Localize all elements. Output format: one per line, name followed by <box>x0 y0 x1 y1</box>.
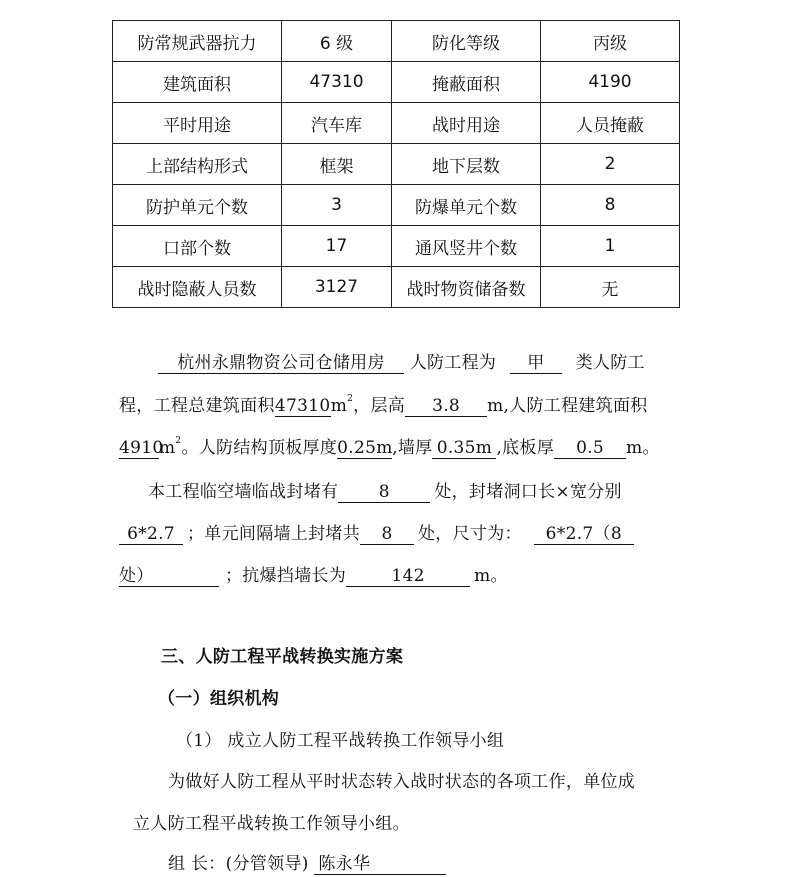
field-value: 47310 <box>282 62 392 103</box>
field-value: 汽车库 <box>282 103 392 144</box>
field-value: 3127 <box>282 267 392 308</box>
table-row <box>113 226 680 267</box>
project-name: 杭州永鼎物资公司仓储用房 <box>158 353 404 374</box>
roof-thickness: 0.25m <box>337 438 393 458</box>
field-label: 掩蔽面积 <box>392 62 541 103</box>
defense-class: 甲 <box>510 353 562 374</box>
para1-line1 <box>158 352 645 374</box>
project-info-table <box>112 20 680 308</box>
field-value: 17 <box>282 226 392 267</box>
field-label: 平时用途 <box>113 103 282 144</box>
text: ；单元间隔墙上封堵共 <box>187 524 360 544</box>
leader-name: 陈永华 <box>314 854 446 875</box>
item-1: （1） 成立人防工程平战转换工作领导小组 <box>176 731 505 751</box>
field-label: 防护单元个数 <box>113 185 282 226</box>
field-value: 丙级 <box>541 21 680 62</box>
field-value: 1 <box>541 226 680 267</box>
text: ,墙厚 <box>392 438 433 458</box>
field-label: 防爆单元个数 <box>392 185 541 226</box>
seal-count: 8 <box>338 482 430 503</box>
text: ，层高 <box>353 396 406 416</box>
blast-wall-length: 142 <box>346 566 470 587</box>
field-label: 上部结构形式 <box>113 144 282 185</box>
field-label: 建筑面积 <box>113 62 282 103</box>
field-value: 无 <box>541 267 680 308</box>
field-label: 口部个数 <box>113 226 282 267</box>
seal-size: 6*2.7 <box>119 524 183 545</box>
field-label: 防常规武器抗力 <box>113 21 282 62</box>
text: m <box>159 438 176 458</box>
text: 程，工程总建筑面积 <box>119 396 275 416</box>
text: ,底板厚 <box>496 438 555 458</box>
text: m <box>330 396 348 416</box>
table-row <box>113 185 680 226</box>
subsection-heading: （一）组织机构 <box>158 689 280 709</box>
table-row <box>113 103 680 144</box>
partition-seal-size: 6*2.7（8 <box>534 524 634 545</box>
table-row <box>113 21 680 62</box>
leader-label: 组 长：(分管领导) <box>168 854 309 874</box>
field-value: 8 <box>541 185 680 226</box>
para2-line3 <box>119 565 508 587</box>
table-row <box>113 62 680 103</box>
text: m,人防工程建筑面积 <box>487 396 648 416</box>
text: 本工程临空墙临战封堵有 <box>148 482 339 502</box>
field-value: 人员掩蔽 <box>541 103 680 144</box>
floor-thickness: 0.5 <box>554 438 626 459</box>
field-value: 2 <box>541 144 680 185</box>
text: 人防工程为 <box>409 353 497 373</box>
para1-line2 <box>119 395 648 417</box>
field-value: 框架 <box>282 144 392 185</box>
section-heading: 三、人防工程平战转换实施方案 <box>161 647 404 667</box>
leader-line <box>168 853 446 875</box>
text: m。 <box>474 566 508 586</box>
field-label: 地下层数 <box>392 144 541 185</box>
field-label: 战时隐蔽人员数 <box>113 267 282 308</box>
field-label: 防化等级 <box>392 21 541 62</box>
text: m。 <box>626 438 660 458</box>
field-label: 战时物资储备数 <box>392 267 541 308</box>
field-label: 通风竖井个数 <box>392 226 541 267</box>
para2-line2 <box>119 523 634 545</box>
table-row <box>113 144 680 185</box>
total-area: 47310 <box>274 396 331 416</box>
text: 处，尺寸为： <box>418 524 522 544</box>
para3-line1: 为做好人防工程从平时状态转入战时状态的各项工作，单位成 <box>168 772 636 792</box>
field-value: 6 级 <box>282 21 392 62</box>
text: 类人防工 <box>575 353 645 373</box>
para1-line3 <box>119 437 660 459</box>
table-row <box>113 267 680 308</box>
para2-line1 <box>148 481 622 503</box>
field-value: 3 <box>282 185 392 226</box>
text: 处，封堵洞口长×宽分别 <box>434 482 622 502</box>
field-value: 4190 <box>541 62 680 103</box>
partition-seal-count: 8 <box>360 524 414 545</box>
superscript: 2 <box>347 394 354 404</box>
text: ；抗爆挡墙长为 <box>225 566 347 586</box>
partition-seal-size-cont: 处） <box>119 566 219 587</box>
civil-area: 4910 <box>119 438 164 458</box>
superscript: 2 <box>175 436 182 446</box>
floor-height: 3.8 <box>405 396 487 417</box>
para3-line2: 立人防工程平战转换工作领导小组。 <box>133 814 410 834</box>
text: 。人防结构顶板厚度 <box>181 438 338 458</box>
field-label: 战时用途 <box>392 103 541 144</box>
wall-thickness: 0.35m <box>432 438 496 459</box>
